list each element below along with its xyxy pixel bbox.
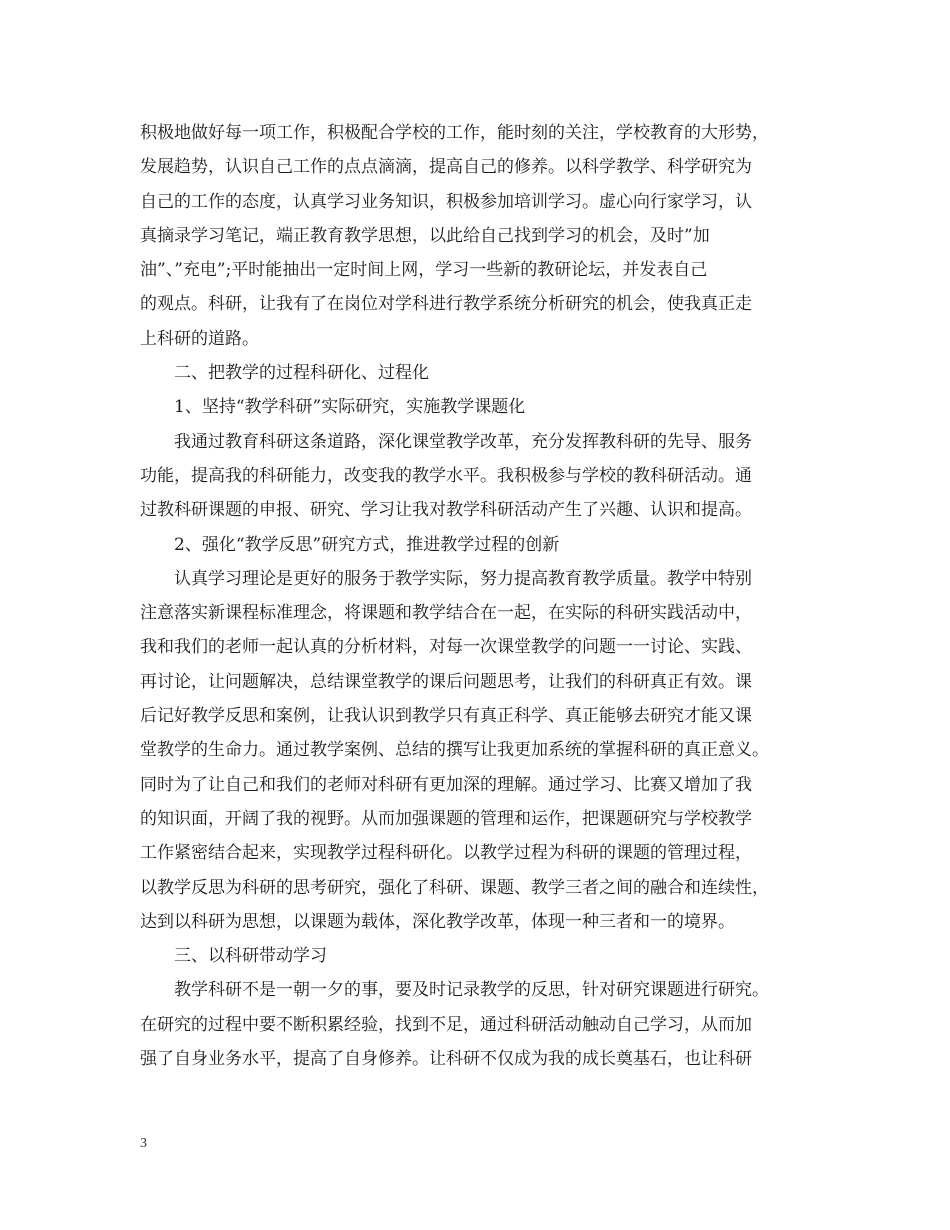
text-line: 工作紧密结合起来，实现教学过程科研化。以教学过程为科研的课题的管理过程， <box>140 843 752 864</box>
text-line: 的知识面，开阔了我的视野。从而加强课题的管理和运作，把课题研究与学校教学 <box>140 808 752 829</box>
text-line: 三、以科研带动学习 <box>174 946 327 967</box>
text-line: 我通过教育科研这条道路，深化课堂教学改革，充分发挥教科研的先导、服务 <box>174 431 752 452</box>
text-line: 教学科研不是一朝一夕的事，要及时记录教学的反思，针对研究课题进行研究。 <box>174 980 769 1001</box>
text-line: 我和我们的老师一起认真的分析材料，对每一次课堂教学的问题一一讨论、实践、 <box>140 637 752 658</box>
text-line: 上科研的道路。 <box>140 328 259 349</box>
text-line: 再讨论，让问题解决，总结课堂教学的课后问题思考，让我们的科研真正有效。课 <box>140 671 752 692</box>
text-line: 过教科研课题的申报、研究、学习让我对教学科研活动产生了兴趣、认识和提高。 <box>140 500 752 521</box>
text-line: 认真学习理论是更好的服务于教学实际，努力提高教育教学质量。教学中特别 <box>174 568 752 589</box>
text-line: 堂教学的生命力。通过教学案例、总结的撰写让我更加系统的掌握科研的真正意义。 <box>140 740 769 761</box>
text-line: 后记好教学反思和案例，让我认识到教学只有真正科学、真正能够去研究才能又课 <box>140 706 752 727</box>
text-line: 的观点。科研，让我有了在岗位对学科进行教学系统分析研究的机会，使我真正走 <box>140 294 752 315</box>
text-line: 强了自身业务水平，提高了自身修养。让科研不仅成为我的成长奠基石，也让科研 <box>140 1049 752 1070</box>
text-line: 自己的工作的态度，认真学习业务知识，积极参加培训学习。虚心向行家学习，认 <box>140 191 752 212</box>
text-line: 以教学反思为科研的思考研究，强化了科研、课题、教学三者之间的融合和连续性， <box>140 877 769 898</box>
text-line: 2、强化“教学反思”研究方式，推进教学过程的创新 <box>174 534 560 555</box>
text-line: 功能，提高我的科研能力，改变我的教学水平。我积极参与学校的教科研活动。通 <box>140 465 752 486</box>
text-line: 二、把教学的过程科研化、过程化 <box>174 363 429 384</box>
text-line: 发展趋势，认识自己工作的点点滴滴，提高自己的修养。以科学教学、科学研究为 <box>140 157 752 178</box>
text-line: 在研究的过程中要不断积累经验，找到不足，通过科研活动触动自己学习，从而加 <box>140 1014 752 1035</box>
text-line: 1、坚持“教学科研”实际研究，实施教学课题化 <box>174 397 526 418</box>
text-line: 同时为了让自己和我们的老师对科研有更加深的理解。通过学习、比赛又增加了我 <box>140 774 752 795</box>
text-line: 达到以科研为思想，以课题为载体，深化教学改革，体现一种三者和一的境界。 <box>140 911 735 932</box>
body-text <box>140 116 830 1076</box>
text-line: 积极地做好每一项工作，积极配合学校的工作，能时刻的关注，学校教育的大形势， <box>140 123 769 143</box>
text-line: 注意落实新课程标准理念，将课题和教学结合在一起，在实际的科研实践活动中， <box>140 603 752 624</box>
text-line: 真摘录学习笔记，端正教育教学思想，以此给自己找到学习的机会，及时”加 <box>140 225 710 246</box>
page-number: 3 <box>140 1136 147 1151</box>
text-line: 油”、”充电”;平时能抽出一定时间上网，学习一些新的教研论坛，并发表自己 <box>140 260 708 281</box>
